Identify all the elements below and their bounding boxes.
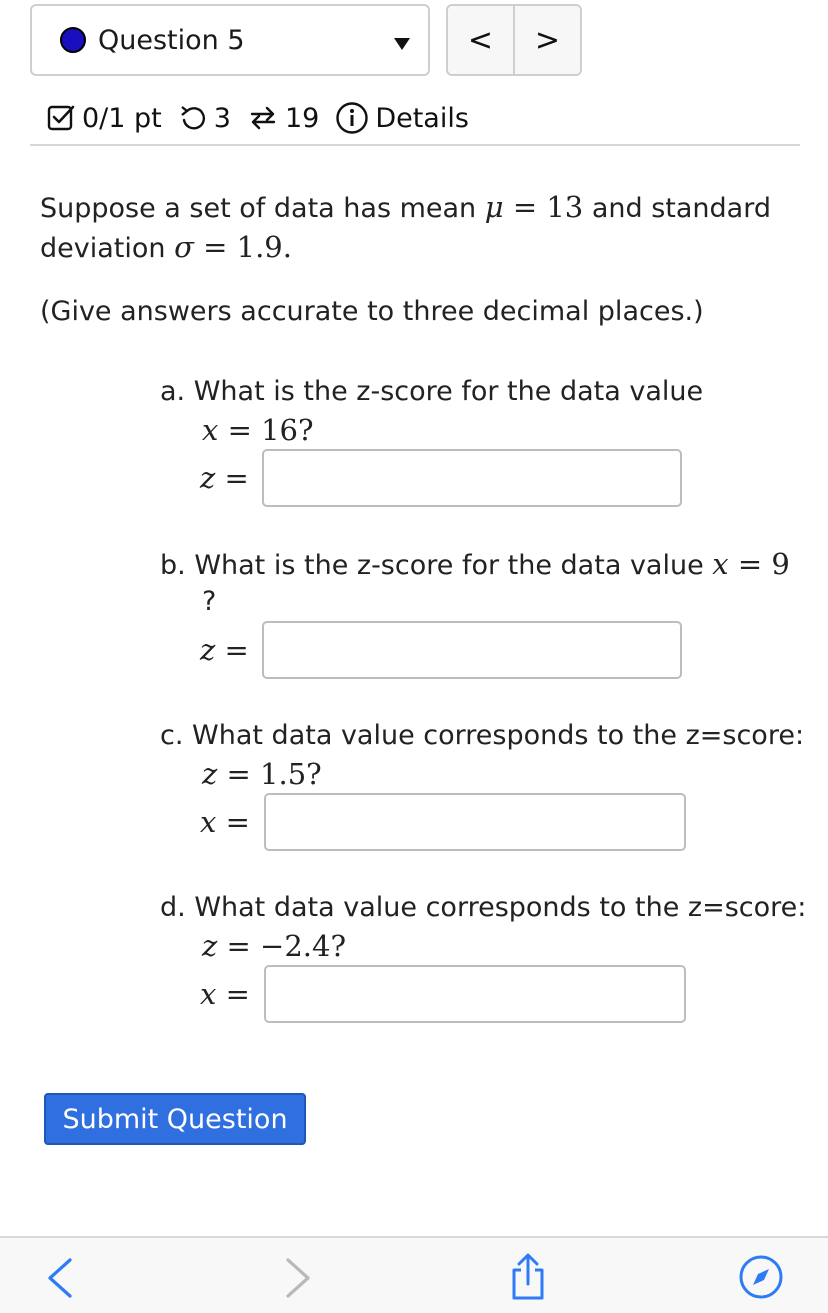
browser-toolbar — [0, 1236, 828, 1313]
part-d-marker: d. — [160, 892, 186, 923]
question-text — [40, 188, 800, 268]
part-b-value: 9 — [771, 547, 790, 581]
intro-text: Suppose a set of data has mean — [40, 193, 485, 224]
retries-count: 3 — [213, 102, 231, 134]
answer-b-label: z = — [200, 633, 249, 667]
part-b — [160, 545, 800, 621]
attempts-icon — [247, 102, 279, 134]
part-a-text: What is the z-score for the data value — [193, 376, 704, 407]
mu-symbol: μ — [484, 190, 504, 224]
intro-text-b: and standard — [583, 193, 771, 224]
attempts-count: 19 — [284, 102, 320, 134]
question-selector[interactable] — [30, 4, 430, 76]
divider — [30, 144, 800, 146]
question-status-dot — [60, 27, 86, 53]
part-c — [160, 717, 805, 793]
answer-row-b — [200, 621, 682, 679]
answer-a-label: z = — [200, 461, 249, 495]
answer-c-label: x = — [200, 805, 250, 839]
part-a-var: x — [202, 413, 219, 447]
part-c-marker: c. — [160, 720, 184, 751]
sigma-value: 1.9. — [236, 230, 292, 264]
answer-row-a — [200, 449, 682, 507]
forward-chevron-icon[interactable] — [280, 1256, 316, 1304]
part-d-value: −2.4? — [260, 929, 346, 963]
part-b-eq: = — [728, 547, 772, 581]
part-a — [160, 373, 800, 449]
compass-icon[interactable] — [738, 1254, 784, 1304]
answer-a-input[interactable] — [262, 449, 682, 507]
answer-row-c — [200, 793, 686, 851]
part-d — [160, 889, 807, 965]
instruction-text: (Give answers accurate to three decimal places.) — [40, 296, 704, 327]
part-d-var: z — [202, 929, 218, 963]
answer-c-input[interactable] — [264, 793, 686, 851]
answer-d-label: x = — [200, 977, 250, 1011]
answer-b-input[interactable] — [262, 621, 682, 679]
question-label: Question 5 — [98, 24, 245, 56]
intro-text-c: deviation — [40, 233, 175, 264]
part-a-eq: = — [218, 413, 262, 447]
part-c-text: What data value corresponds to the z=score: — [192, 720, 805, 751]
part-d-text: What data value corresponds to the z=score: — [194, 892, 807, 923]
answer-row-d — [200, 965, 686, 1023]
sigma-symbol: σ — [174, 230, 194, 264]
submit-question-button[interactable]: Submit Question — [44, 1093, 306, 1145]
part-c-eq: = — [217, 757, 261, 791]
part-b-var: x — [712, 547, 729, 581]
sigma-equals: = — [193, 230, 237, 264]
previous-question-button[interactable]: < — [467, 22, 494, 58]
answer-d-input[interactable] — [264, 965, 686, 1023]
share-icon[interactable] — [506, 1252, 550, 1306]
part-c-var: z — [202, 757, 218, 791]
question-nav — [446, 4, 582, 76]
points-text: 0/1 pt — [82, 102, 162, 134]
status-row — [46, 94, 469, 142]
part-b-text: What is the z-score for the data value — [194, 550, 713, 581]
part-d-eq: = — [217, 929, 261, 963]
mu-equals: = — [503, 190, 547, 224]
details-link[interactable]: Details — [375, 102, 469, 134]
back-chevron-icon[interactable] — [42, 1256, 78, 1304]
next-question-button[interactable]: > — [513, 6, 580, 74]
part-c-value: 1.5? — [260, 757, 322, 791]
part-a-marker: a. — [160, 376, 186, 407]
part-b-tail: ? — [202, 586, 217, 617]
part-b-marker: b. — [160, 550, 186, 581]
retry-icon — [178, 103, 208, 133]
checkbox-icon — [46, 103, 76, 133]
info-icon[interactable] — [335, 101, 369, 135]
dropdown-caret-icon — [394, 38, 410, 50]
part-a-value: 16? — [261, 413, 314, 447]
mu-value: 13 — [546, 190, 584, 224]
